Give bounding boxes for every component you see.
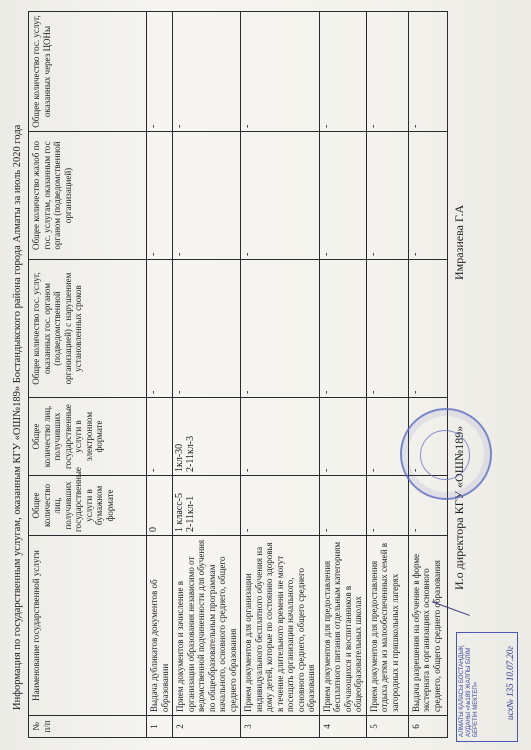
header-violations: Общее количество гос. услуг, оказанных гос. органом (подведомственной организацией) с нарушением установленных сроков xyxy=(29,260,147,398)
table-row xyxy=(408,12,447,738)
table-row xyxy=(319,12,366,738)
electronic-count: - xyxy=(366,398,408,476)
service-name: Прием документов для предоставления отдыха детям из малообеспеченных семей в загородных и пришкольных лагерях xyxy=(366,536,408,716)
complaints-count: - xyxy=(319,132,366,260)
con-count: - xyxy=(241,12,320,132)
complaints-count: - xyxy=(408,132,447,260)
row-number: 1 xyxy=(147,716,173,738)
paper-count: - xyxy=(408,476,447,536)
paper-count: - xyxy=(241,476,320,536)
table-row xyxy=(241,12,320,738)
row-number: 3 xyxy=(241,716,320,738)
violations-count: - xyxy=(366,260,408,398)
electronic-count: 1кл-30 2-11кл-3 xyxy=(173,398,241,476)
header-electronic-format: Общее количество лиц, получивших государственные услуги в электронном формате xyxy=(29,398,147,476)
signatory-name: Имразиева Г.А xyxy=(452,204,466,280)
complaints-count: - xyxy=(241,132,320,260)
service-name: Выдача разрешения на обучение в форме экстерната в организациях основного среднего, общего среднего образования xyxy=(408,536,447,716)
paper-count: - xyxy=(366,476,408,536)
service-name: Прием документов и зачисление в организации образования независимо от ведомственной подчиненности для обучения по общеобразовательным программам начального, основного среднего, общего среднего образования xyxy=(173,536,241,716)
electronic-count: - xyxy=(147,398,173,476)
handwritten-outgoing-number: исх№ 135 10.07.20г xyxy=(505,646,515,720)
row-number: 5 xyxy=(366,716,408,738)
violations-count: - xyxy=(408,260,447,398)
header-number: № п/п xyxy=(29,716,147,738)
row-number: 6 xyxy=(408,716,447,738)
row-number: 4 xyxy=(319,716,366,738)
violations-count: - xyxy=(241,260,320,398)
service-name: Прием документов для предоставления бесплатного питания отдельным категориям обучающихся и воспитанников в общеобразовательных школах xyxy=(319,536,366,716)
violations-count: - xyxy=(173,260,241,398)
official-seal xyxy=(400,408,492,500)
header-service-name: Наименование государственной услуги xyxy=(29,536,147,716)
services-table xyxy=(28,11,448,738)
service-name: Выдача дубликатов документов об образовании xyxy=(147,536,173,716)
paper-count: - xyxy=(319,476,366,536)
header-con-services: Общее количество гос. услуг, оказанных через ЦОНы xyxy=(29,12,147,132)
paper-count: 1 класс-5 2-11кл-1 xyxy=(173,476,241,536)
complaints-count: - xyxy=(173,132,241,260)
con-count: - xyxy=(408,12,447,132)
table-row xyxy=(173,12,241,738)
violations-count: - xyxy=(147,260,173,398)
table-row xyxy=(147,12,173,738)
con-count: - xyxy=(319,12,366,132)
violations-count: - xyxy=(319,260,366,398)
electronic-count: - xyxy=(408,398,447,476)
electronic-count: - xyxy=(241,398,320,476)
header-complaints: Общее количество жалоб по гос. услугам, оказанным гос органом (подведомственной организацией) xyxy=(29,132,147,260)
document-title: Информация по государственным услугам, оказанным КГУ «ОШ№189» Бостандыкского района города Алматы за июль 2020 года xyxy=(12,124,23,710)
header-paper-format: Общее количество лиц, получивших государственные услуги в бумажном формате xyxy=(29,476,147,536)
paper-count: 0 xyxy=(147,476,173,536)
row-number: 2 xyxy=(173,716,241,738)
con-count: - xyxy=(173,12,241,132)
con-count: - xyxy=(366,12,408,132)
stamp-text: АЛМАТЫ ҚАЛАСЫ БОСТАНДЫҚ АУДАНЫ «№189 ЖАЛПЫ БІЛІМ БЕРЕТІН МЕКТЕП» xyxy=(459,645,479,737)
service-name: Прием документов для организации индивидуального бесплатного обучения на дому детей, которые по состоянию здоровья в течение длительного времени не могут посещать организации начального, основного среднего, общего среднего образования xyxy=(241,536,320,716)
table-row xyxy=(366,12,408,738)
table-header-row xyxy=(29,12,147,738)
con-count: - xyxy=(147,12,173,132)
director-position: И.о директора КГУ «ОШ№189» xyxy=(452,425,466,590)
complaints-count: - xyxy=(147,132,173,260)
complaints-count: - xyxy=(366,132,408,260)
electronic-count: - xyxy=(319,398,366,476)
